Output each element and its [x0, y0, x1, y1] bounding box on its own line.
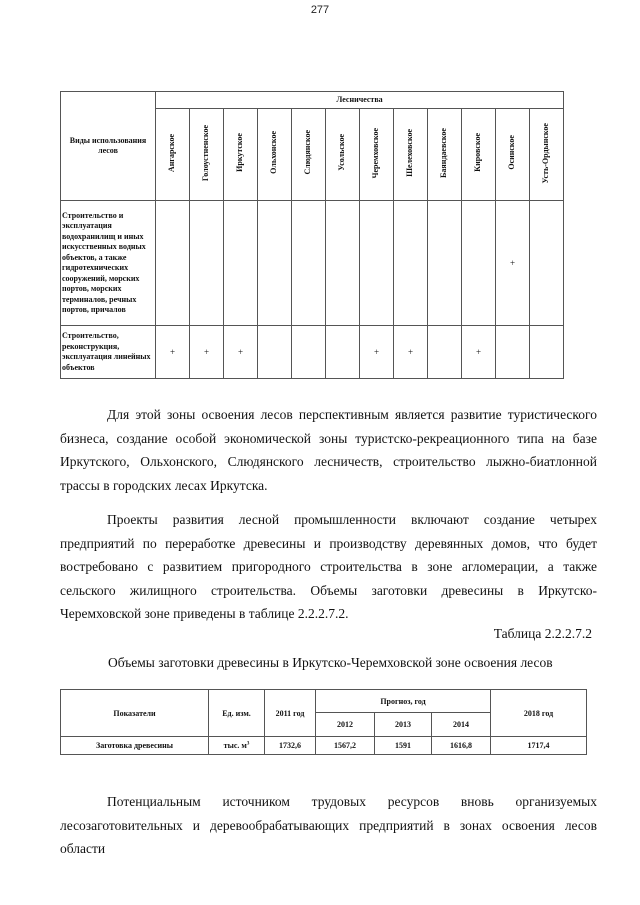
table-cell — [462, 201, 496, 326]
timber-harvest-table — [60, 689, 587, 755]
table-cell — [292, 201, 326, 326]
row-header: Виды использования лесов — [61, 92, 156, 201]
table-cell — [496, 326, 530, 379]
table-cell: + — [394, 326, 428, 379]
table-cell: + — [156, 326, 190, 379]
table-cell: + — [462, 326, 496, 379]
header-2011: 2011 год — [265, 690, 316, 737]
table-cell: + — [360, 326, 394, 379]
header-unit: Ед. изм. — [209, 690, 265, 737]
paragraph: Для этой зоны освоения лесов перспективным является развитие туристического бизнеса, создание особой экономической зоны туристско-рекреационного типа на базе Иркутского, Ольхонского, Слюдянского лесничеств, строительство лыжно-биатлонной трассы в городских лесах Иркутска. — [60, 407, 597, 493]
column-header: Слюдянское — [292, 109, 326, 201]
table-cell — [190, 201, 224, 326]
table-cell — [428, 326, 462, 379]
table-cell — [530, 201, 564, 326]
cell-2011: 1732,6 — [265, 737, 316, 755]
cell-2012: 1567,2 — [316, 737, 375, 755]
column-header: Ольхонское — [258, 109, 292, 201]
column-header: Усть-Ордынское — [530, 109, 564, 201]
cell-indicator: Заготовка древесины — [61, 737, 209, 755]
header-2014: 2014 — [432, 713, 491, 737]
group-header: Лесничества — [156, 92, 564, 109]
row-label: Строительство и эксплуатация водохранилищ и иных искусственных водных объектов, а также гидротехнических сооружений, морских портов, морских терминалов, речных портов, причалов — [61, 201, 156, 326]
column-header: Баяндаевское — [428, 109, 462, 201]
cell-2018: 1717,4 — [491, 737, 587, 755]
header-2012: 2012 — [316, 713, 375, 737]
table-number-caption: Таблица 2.2.2.7.2 — [493, 626, 592, 641]
page-number: 277 — [310, 4, 330, 16]
header-2013: 2013 — [375, 713, 432, 737]
table-cell — [394, 201, 428, 326]
header-2018: 2018 год — [491, 690, 587, 737]
table-cell — [156, 201, 190, 326]
table-title-caption: Объемы заготовки древесины в Иркутско-Черемховской зоне освоения лесов — [108, 655, 553, 670]
column-header: Усольское — [326, 109, 360, 201]
table-cell — [258, 201, 292, 326]
table-cell: + — [224, 326, 258, 379]
table-row — [61, 326, 564, 379]
column-header: Черемховское — [360, 109, 394, 201]
header-indicator: Показатели — [61, 690, 209, 737]
table-cell — [224, 201, 258, 326]
table-row — [61, 737, 587, 755]
table-cell — [326, 201, 360, 326]
cell-unit: тыс. $м^3$ — [209, 737, 265, 755]
header-forecast: Прогноз, год — [316, 690, 491, 713]
table-cell — [360, 201, 394, 326]
forest-use-table — [60, 91, 564, 379]
cell-2013: 1591 — [375, 737, 432, 755]
table-cell: + — [190, 326, 224, 379]
table-cell — [326, 326, 360, 379]
table-cell — [428, 201, 462, 326]
table-cell — [530, 326, 564, 379]
column-header: Кировское — [462, 109, 496, 201]
table-cell — [292, 326, 326, 379]
paragraph: Проекты развития лесной промышленности включают создание четырех предприятий по переработке древесины и производству деревянных домов, что будет востребовано с развитием пригородного строительства в зоне агломерации, а также сельского жилищного строительства. Объемы заготовки древесины в Иркутско- Черемховской зоне приведены в таблице 2.2.2.7.2. — [60, 512, 597, 622]
paragraph: Потенциальным источником трудовых ресурсов вновь организуемых лесозаготовительных и деревообрабатывающих предприятий в зонах освоения лесов области — [60, 794, 597, 857]
row-label: Строительство, реконструкция, эксплуатация линейных объектов — [61, 326, 156, 379]
table-cell — [258, 326, 292, 379]
column-header: Иркутское — [224, 109, 258, 201]
column-header: Осинское — [496, 109, 530, 201]
table-row — [61, 201, 564, 326]
column-header: Голоустненское — [190, 109, 224, 201]
column-header: Ангарское — [156, 109, 190, 201]
table-cell: + — [496, 201, 530, 326]
cell-2014: 1616,8 — [432, 737, 491, 755]
column-header: Шелеховское — [394, 109, 428, 201]
